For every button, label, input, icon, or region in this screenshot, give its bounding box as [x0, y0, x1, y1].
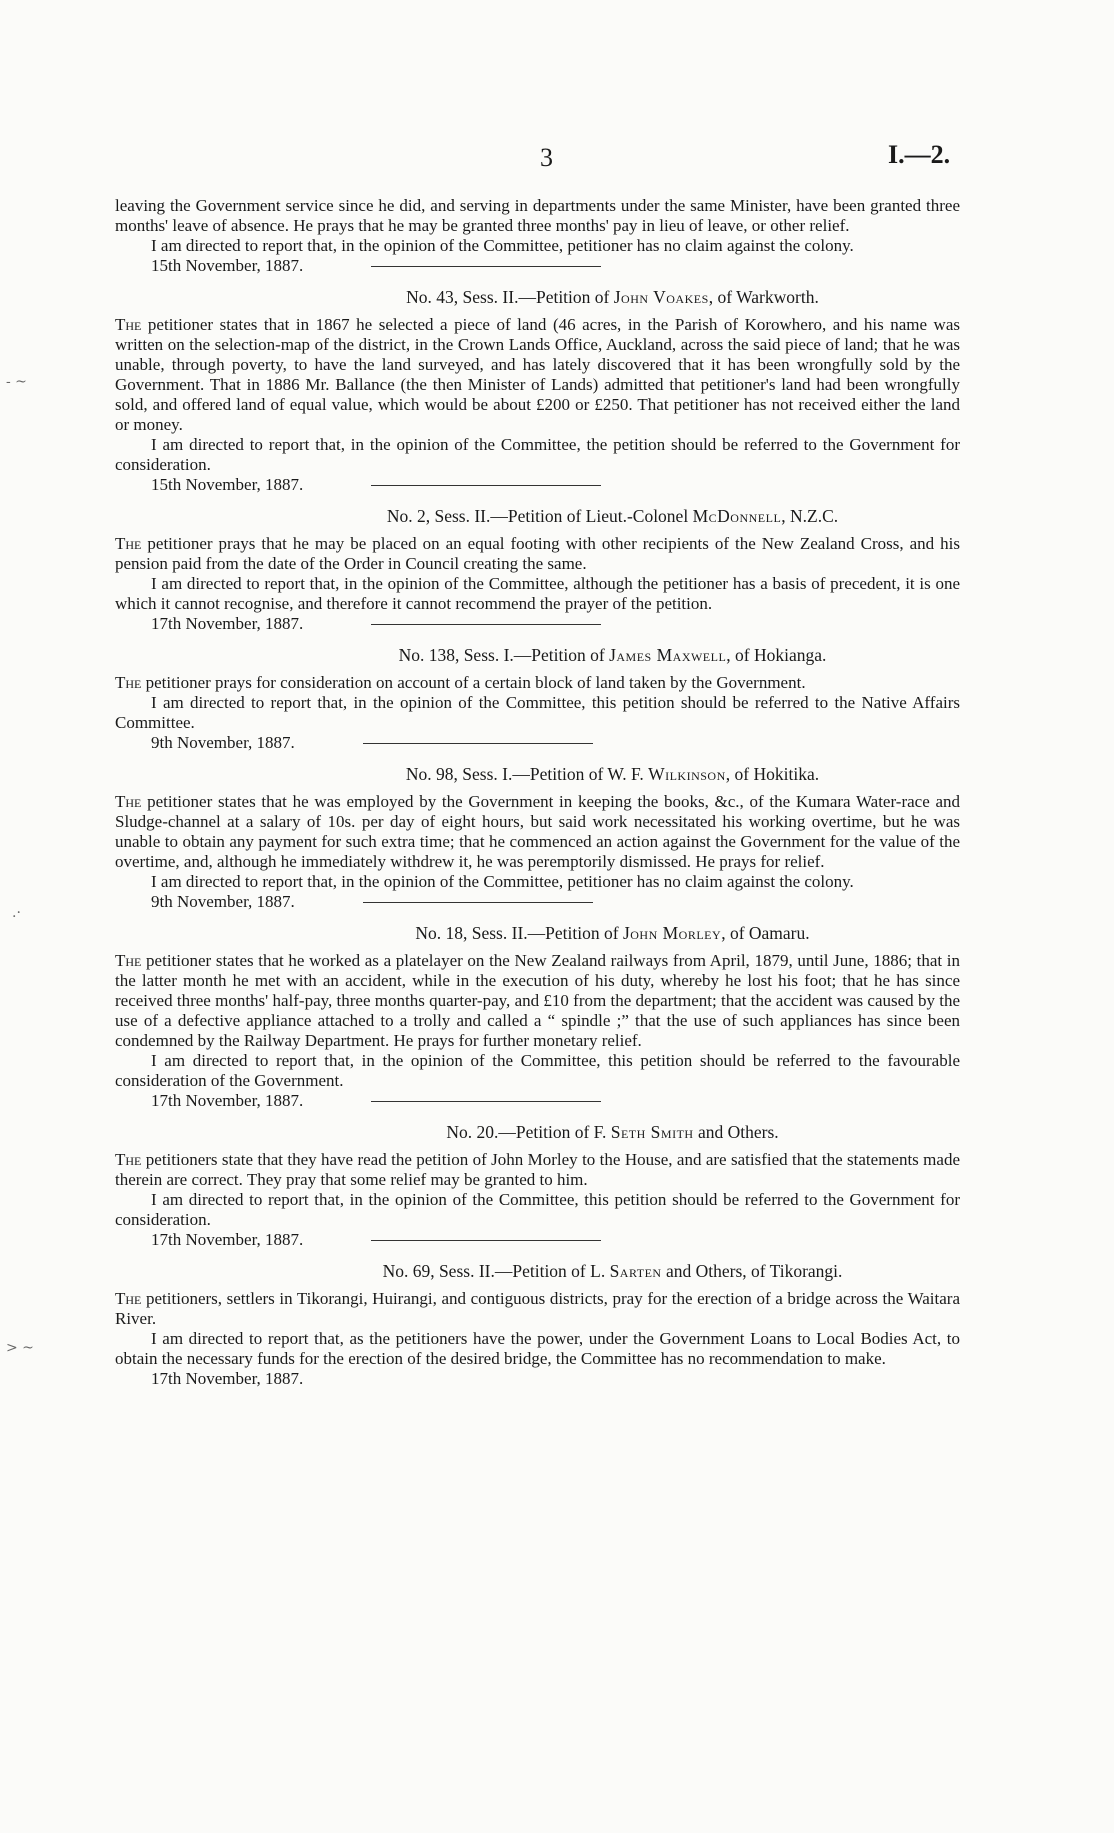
- report-date: 17th November, 1887.: [151, 1230, 304, 1249]
- report-date: 15th November, 1887.: [151, 256, 304, 275]
- petition-section: [115, 764, 960, 912]
- report-date: 17th November, 1887.: [151, 1091, 304, 1110]
- petition-heading: [115, 923, 960, 943]
- report-paragraph: I am directed to report that, as the petitioners have the power, under the Government Loans to Local Bodies Act, to obtain the necessary funds for the erection of the desired bridge, the Committee has no recommendation to make.: [115, 1329, 960, 1368]
- petitioner-name: Wilkinson: [648, 764, 726, 784]
- petition-heading: [115, 764, 960, 784]
- date-line: [151, 1369, 960, 1389]
- petition-body: [115, 1289, 960, 1329]
- report-paragraph: I am directed to report that, in the opinion of the Committee, the petition should be referred to the Government for consideration.: [115, 435, 960, 474]
- lead-word: The: [115, 792, 142, 811]
- report-paragraph: I am directed to report that, in the opinion of the Committee, petitioner has no claim against the colony.: [151, 236, 854, 255]
- report-paragraph: I am directed to report that, in the opinion of the Committee, petitioner has no claim against the colony.: [151, 872, 854, 891]
- page-reference: I.—2.: [888, 140, 951, 169]
- petition-body: [115, 315, 960, 435]
- page-number: 3: [540, 143, 553, 172]
- heading-prefix: No. 69, Sess. II.—Petition of L.: [382, 1261, 606, 1281]
- section-divider: [371, 624, 601, 625]
- report-date: 17th November, 1887.: [151, 614, 304, 633]
- date-line: [151, 475, 960, 495]
- petition-text: petitioner prays for consideration on account of a certain block of land taken by the Government.: [145, 673, 806, 692]
- petitioner-name: McDonnell: [692, 506, 782, 526]
- document-body: [115, 196, 960, 1389]
- margin-mark: .·: [12, 905, 21, 921]
- heading-prefix: No. 138, Sess. I.—Petition of: [398, 645, 605, 665]
- lead-word: The: [115, 673, 142, 692]
- lead-word: The: [115, 951, 142, 970]
- petition-heading: [115, 506, 960, 526]
- margin-mark: - ~: [6, 374, 27, 390]
- petition-section: [115, 287, 960, 495]
- petition-section: [115, 923, 960, 1111]
- petition-heading: [115, 1122, 960, 1142]
- heading-suffix: , of Hokitika.: [725, 764, 820, 784]
- petition-text: petitioners, settlers in Tikorangi, Huirangi, and contiguous districts, pray for the erection of a bridge across the Waitara River.: [115, 1289, 961, 1328]
- petition-heading: [115, 287, 960, 307]
- petition-body: [115, 1150, 960, 1190]
- report-date: 15th November, 1887.: [151, 475, 304, 494]
- date-line: [151, 614, 960, 634]
- petition-text: petitioner states that in 1867 he selected a piece of land (46 acres, in the Parish of Korowhero, and his name was written on the selection-map of the district, in the Crown Lands Office, Auckland, across the said piece of land; that he was unable, through poverty, to have the land surveyed, and has lately discovered that it has been wrongfully sold by the Government. That in 1886 Mr. Ballance (the then Minister of Lands) admitted that petitioner's land had been wrongfully sold, and offered land of equal value, which would be about £200 or £250. That petitioner has not received either the land or money.: [115, 315, 960, 434]
- heading-suffix: and Others.: [693, 1122, 779, 1142]
- lead-word: The: [115, 1150, 142, 1169]
- date-line: [151, 1230, 960, 1250]
- petitioner-name: Seth Smith: [610, 1122, 694, 1142]
- petition-section: [115, 645, 960, 753]
- margin-mark: > ~: [6, 1340, 34, 1356]
- petitioner-name: Sarten: [609, 1261, 662, 1281]
- petitioner-name: John Voakes: [613, 287, 709, 307]
- section-divider: [371, 1240, 601, 1241]
- petitioner-name: James Maxwell: [609, 645, 727, 665]
- petition-section: [115, 1261, 960, 1389]
- heading-suffix: , of Hokianga.: [726, 645, 827, 665]
- date-line: [151, 892, 960, 912]
- date-line: [151, 256, 960, 276]
- date-line: [151, 733, 960, 753]
- report-paragraph: I am directed to report that, in the opinion of the Committee, this petition should be referred to the favourable consideration of the Government.: [115, 1051, 960, 1090]
- report-date: 9th November, 1887.: [151, 733, 295, 752]
- section-divider: [363, 743, 593, 744]
- heading-suffix: , of Warkworth.: [708, 287, 819, 307]
- intro-section: [115, 196, 960, 276]
- report-paragraph: I am directed to report that, in the opinion of the Committee, this petition should be referred to the Government for consideration.: [115, 1190, 960, 1229]
- petition-list: [115, 287, 960, 1389]
- section-divider: [371, 1101, 601, 1102]
- petition-body: [115, 792, 960, 872]
- heading-prefix: No. 98, Sess. I.—Petition of W. F.: [405, 764, 644, 784]
- continuation-paragraph: leaving the Government service since he did, and serving in departments under the same Minister, have been granted three months' leave of absence. He prays that he may be granted three months' pay in lieu of leave, or other relief.: [115, 196, 960, 235]
- petition-text: petitioner states that he was employed by the Government in keeping the books, &c., of the Kumara Water-race and Sludge-channel at a salary of 10s. per day of eight hours, but said work necessitated his working overtime, but he was unable to obtain any payment for such extra time; that he commenced an action against the Government for the value of the overtime, and, although he immediately withdrew it, he was peremptorily dismissed. He prays for relief.: [115, 792, 960, 871]
- section-divider: [363, 902, 593, 903]
- petition-section: [115, 1122, 960, 1250]
- heading-prefix: No. 20.—Petition of F.: [446, 1122, 607, 1142]
- heading-prefix: No. 18, Sess. II.—Petition of: [415, 923, 619, 943]
- petition-heading: [115, 1261, 960, 1281]
- petition-body: [115, 673, 960, 693]
- petition-body: [115, 951, 960, 1051]
- lead-word: The: [115, 315, 142, 334]
- report-paragraph: I am directed to report that, in the opinion of the Committee, although the petitioner has a basis of precedent, it is one which it cannot recognise, and therefore it cannot recommend the prayer of the petition.: [115, 574, 960, 613]
- heading-suffix: , N.Z.C.: [781, 506, 839, 526]
- lead-word: The: [115, 534, 142, 553]
- heading-prefix: No. 2, Sess. II.—Petition of Lieut.-Colonel: [386, 506, 689, 526]
- lead-word: The: [115, 1289, 142, 1308]
- date-line: [151, 1091, 960, 1111]
- petition-heading: [115, 645, 960, 665]
- report-date: 17th November, 1887.: [151, 1369, 304, 1388]
- heading-prefix: No. 43, Sess. II.—Petition of: [406, 287, 610, 307]
- report-paragraph: I am directed to report that, in the opinion of the Committee, this petition should be referred to the Native Affairs Committee.: [115, 693, 960, 732]
- report-date: 9th November, 1887.: [151, 892, 295, 911]
- petition-text: petitioner states that he worked as a platelayer on the New Zealand railways from April, 1879, until June, 1886; that in the latter month he met with an accident, while in the execution of his duty, whereby he lost his foot; that he has since received three months' half-pay, three months quarter-pay, and £10 from the department; that the accident was caused by the use of a defective appliance attached to a trolly and called a “ spindle ;” that the use of such appliances has since been condemned by the Railway Department. He prays for further monetary relief.: [115, 951, 960, 1050]
- petition-body: [115, 534, 960, 574]
- heading-suffix: , of Oamaru.: [721, 923, 810, 943]
- heading-suffix: and Others, of Tikorangi.: [661, 1261, 843, 1281]
- petitioner-name: John Morley: [622, 923, 722, 943]
- petition-section: [115, 506, 960, 634]
- petition-text: petitioner prays that he may be placed on an equal footing with other recipients of the New Zealand Cross, and his pension paid from the date of the Order in Council creating the same.: [115, 534, 960, 573]
- section-divider: [371, 266, 601, 267]
- petition-text: petitioners state that they have read the petition of John Morley to the House, and are satisfied that the statements made therein are correct. They pray that some relief may be granted to him.: [115, 1150, 960, 1189]
- section-divider: [371, 485, 601, 486]
